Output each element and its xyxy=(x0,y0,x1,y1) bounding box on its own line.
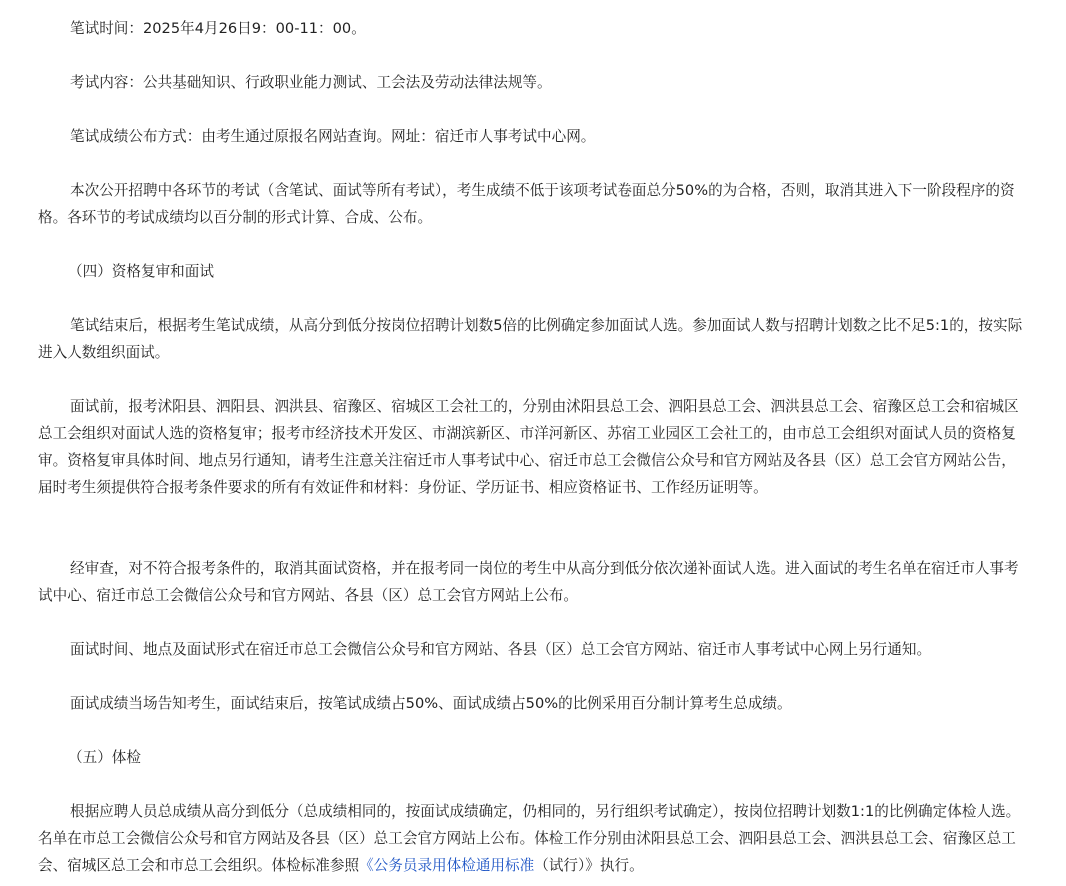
physical-exam-text-end: （试行）》执行。 xyxy=(534,857,644,874)
interview-notice-paragraph: 面试时间、地点及面试形式在宿迁市总工会微信公众号和官方网站、各县（区）总工会官方网站、宿迁市人事考试中心网上另行通知。 xyxy=(70,641,932,658)
physical-exam-paragraph xyxy=(38,798,1028,879)
interview-score-paragraph: 面试成绩当场告知考生，面试结束后，按笔试成绩占50%、面试成绩占50%的比例采用百分制计算考生总成绩。 xyxy=(70,695,792,712)
qualification-review-paragraph: 面试前，报考沭阳县、泗阳县、泗洪县、宿豫区、宿城区工会社工的，分别由沭阳县总工会、泗阳县总工会、泗洪县总工会、宿豫区总工会和宿城区总工会组织对面试人选的资格复审；报考市经济技术开发区、市湖滨新区、市洋河新区、苏宿工业园区工会社工的，由市总工会组织对面试人员的资格复审。资格复审具体时间、地点另行通知，请考生注意关注宿迁市人事考试中心、宿迁市总工会微信公众号和官方网站及各县（区）总工会官方网站公告，届时考生须提供符合报考条件要求的所有有效证件和材料：身份证、学历证书、相应资格证书、工作经历证明等。 xyxy=(38,398,1019,496)
exam-time-paragraph: 笔试时间：2025年4月26日9：00-11：00。 xyxy=(70,20,366,37)
exam-content-paragraph: 考试内容：公共基础知识、行政职业能力测试、工会法及劳动法律法规等。 xyxy=(70,74,552,91)
pass-standard-paragraph: 本次公开招聘中各环节的考试（含笔试、面试等所有考试），考生成绩不低于该项考试卷面总分50%的为合格，否则，取消其进入下一阶段程序的资格。各环节的考试成绩均以百分制的形式计算、合成、公布。 xyxy=(38,182,1015,226)
review-result-paragraph: 经审查，对不符合报考条件的，取消其面试资格，并在报考同一岗位的考生中从高分到低分依次递补面试人选。进入面试的考生名单在宿迁市人事考试中心、宿迁市总工会微信公众号和官方网站、各县（区）总工会官方网站上公布。 xyxy=(38,560,1019,604)
interview-selection-paragraph: 笔试结束后，根据考生笔试成绩，从高分到低分按岗位招聘计划数5倍的比例确定参加面试人选。参加面试人数与招聘计划数之比不足5:1的，按实际进入人数组织面试。 xyxy=(38,317,1023,361)
section-heading-physical-exam: （五）体检 xyxy=(68,749,141,766)
section-heading-interview: （四）资格复审和面试 xyxy=(68,263,214,280)
exam-standard-link[interactable]: 《公务员录用体检通用标准 xyxy=(359,857,535,874)
score-publish-paragraph: 笔试成绩公布方式：由考生通过原报名网站查询。网址：宿迁市人事考试中心网。 xyxy=(70,128,596,145)
physical-exam-text: 根据应聘人员总成绩从高分到低分（总成绩相同的，按面试成绩确定，仍相同的，另行组织考试确定），按岗位招聘计划数1:1的比例确定体检人选。名单在市总工会微信公众号和官方网站及各县（区）总工会官方网站上公布。体检工作分别由沭阳县总工会、泗阳县总工会、泗洪县总工会、宿豫区总工会、宿城区总工会和市总工会组织。体检标准参照 xyxy=(38,803,1021,874)
